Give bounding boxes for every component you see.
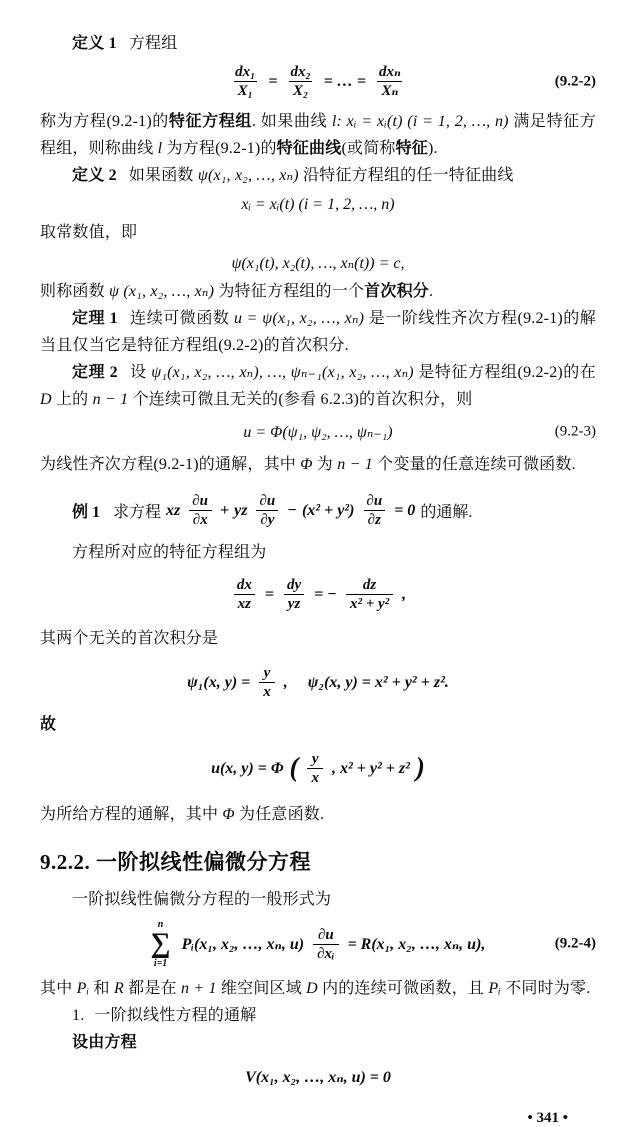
paragraph-therefore: 故 [40, 716, 57, 733]
denominator: X₁ [234, 81, 257, 100]
numerator: dy [286, 577, 302, 593]
denominator: ∂z [364, 510, 385, 529]
text-run: 为特征方程组的一个 [214, 283, 365, 300]
denominator: ∂x [189, 510, 212, 529]
equals-zero: = 0 [394, 501, 416, 519]
math-run-u-psi: u = ψ(x₁, x₂, …, xₙ) [233, 310, 365, 327]
paragraph-example-1 [72, 492, 596, 529]
paragraph-solution-note [40, 801, 596, 828]
equals-minus: = − [314, 585, 337, 603]
numerator: dx₂ [290, 64, 311, 80]
text-run: . [428, 283, 434, 300]
equation-tag-9-2-3: (9.2-3) [554, 423, 596, 440]
math-run-n-plus-1: n + 1 [180, 980, 217, 997]
denominator: xz [234, 594, 255, 613]
text-run: 设 [129, 364, 152, 381]
paragraph-constant-value: 取常数值，即 [40, 224, 138, 241]
text-run: 为 [312, 456, 338, 473]
denominator: ∂xᵢ [313, 944, 338, 963]
denominator: X₂ [289, 81, 312, 100]
comma: , [402, 585, 407, 603]
math-run-xz: xz [166, 501, 181, 519]
fraction-du-dx [188, 492, 212, 529]
equation-9-2-2 [40, 63, 596, 100]
fraction-du-dz [362, 492, 386, 529]
paragraph-corresponding-system: 方程所对应的特征方程组为 [72, 544, 267, 561]
numerator: ∂u [317, 926, 334, 943]
text-run: 如果函数 [128, 167, 198, 184]
equation-xi-t: xᵢ = xᵢ(t) (i = 1, 2, …, n) [241, 196, 395, 213]
math-run-D: D [40, 391, 52, 408]
bold-term-characteristic: 特征 [395, 140, 429, 157]
paragraph-first-integral [40, 278, 596, 305]
math-run-R: R [113, 980, 124, 997]
denominator: yz [284, 594, 305, 613]
numerator: dx [236, 577, 252, 593]
math-run-curve-l: l: xᵢ = xᵢ(t) (i = 1, 2, …, n) [331, 113, 509, 130]
text-run: 是一阶线性齐次方程(9.2-1)的解当且仅当它是特征方程组(9.2-2)的首次积分. [40, 310, 597, 354]
text-run: 为任意函数. [234, 806, 325, 823]
math-run-psi-list: ψ₁(x₁, x₂, …, xₙ), …, ψₙ₋₁(x₁, x₂, …, xₙ) [151, 364, 414, 381]
math-run-Phi: Φ [222, 806, 235, 823]
numerator: dx₁ [235, 64, 256, 80]
fraction-dz-x2y2 [346, 576, 393, 613]
fraction-dy-yz [283, 576, 305, 613]
math-run-args: , x² + y² + z² [331, 759, 410, 777]
text-run: 连续可微函数 [129, 310, 234, 327]
math-run-psi: ψ(x₁, x₂, …, xₙ) [197, 167, 299, 184]
paragraph-definition-1 [40, 30, 596, 57]
text-run: 个变量的任意连续可微函数. [372, 456, 576, 473]
section-heading-9-2-2: 9.2.2. 一阶拟线性偏微分方程 [40, 850, 311, 874]
theorem-2-label: 定理 2 [72, 364, 118, 381]
equation-tag-9-2-2: (9.2-2) [554, 73, 596, 89]
paragraph-subsection-1 [40, 1002, 596, 1029]
denominator: x [307, 768, 323, 787]
text-run: 维空间区域 [216, 980, 307, 997]
comma: , [283, 673, 288, 691]
equation-V-zero: V(x₁, x₂, …, xₙ, u) = 0 [245, 1069, 391, 1086]
text-run: 沿特征方程组的任一特征曲线 [298, 167, 514, 184]
equation-9-2-3 [40, 417, 596, 447]
math-run-psi2: ψ₂(x, y) = x² + y² + z². [307, 673, 449, 691]
text-run: 则称函数 [40, 283, 110, 300]
text-run: 不同时为零. [501, 980, 591, 997]
text-run: 和 [89, 980, 114, 997]
numerator: dz [362, 577, 377, 593]
summation-lower-limit: i=1 [153, 958, 168, 969]
fraction-y-x [259, 664, 275, 701]
summation-symbol [151, 919, 171, 969]
fraction-dx-xz [233, 576, 256, 613]
left-parenthesis: ( [289, 752, 299, 782]
math-run-n-minus-1: n − 1 [92, 391, 129, 408]
fraction-du-dy [255, 492, 279, 529]
math-run-psi1: ψ₁(x, y) = [187, 673, 251, 691]
math-run-yz: yz [234, 501, 248, 519]
bold-term-characteristic-curve: 特征曲线 [276, 140, 342, 157]
denominator: x [259, 682, 275, 701]
denominator: Xₙ [377, 81, 402, 100]
numerator: ∂u [366, 493, 383, 509]
equation-9-2-4 [40, 919, 596, 969]
minus-sign: − [287, 501, 297, 519]
math-run-Phi: Φ [300, 456, 313, 473]
equation-body: u = Φ(ψ₁, ψ₂, …, ψₙ₋₁) [243, 424, 393, 441]
fraction-dx1-X1 [231, 63, 259, 100]
fraction-dx2-X2 [287, 63, 315, 100]
equals-sign: = [264, 585, 274, 603]
text-run: 其中 [40, 980, 77, 997]
math-run-psi-args: ψ (x₁, x₂, …, xₙ) [109, 283, 215, 300]
paragraph-conditions [40, 975, 596, 1002]
definition-1-text: 方程组 [128, 35, 178, 52]
paragraph-characteristic-system [40, 108, 596, 162]
text-run: 内的连续可微函数，且 [317, 980, 489, 997]
text-run: 称为方程(9.2-1)的 [40, 113, 169, 130]
theorem-1-label: 定理 1 [72, 310, 118, 327]
math-run-x2-y2: (x² + y²) [301, 501, 355, 519]
math-run-l: l [157, 140, 163, 157]
text-run: 的通解. [420, 504, 473, 521]
text-run: 是特征方程组(9.2-2)的在 [413, 364, 596, 381]
text-run: 上的 [51, 391, 93, 408]
definition-1-label: 定义 1 [72, 35, 117, 52]
paragraph-definition-2 [40, 162, 596, 189]
paragraph-let-equation: 设由方程 [72, 1034, 137, 1051]
fraction-du-dxi [313, 926, 338, 963]
text-run: 满足特征方程组，则称曲线 [40, 113, 597, 157]
bold-term-characteristic-system: 特征方程组 [168, 113, 252, 130]
subsection-number: 1. [72, 1007, 85, 1024]
math-run-Pi: Pᵢ [488, 980, 502, 997]
page-number: • 341 • [527, 1110, 568, 1126]
right-parenthesis: ) [415, 752, 425, 782]
paragraph-two-integrals: 其两个无关的首次积分是 [40, 630, 219, 647]
equation-u-general-solution [40, 750, 596, 787]
math-run-Pi: Pᵢ(x₁, x₂, …, xₙ, u) [181, 936, 305, 953]
fraction-dxn-Xn [375, 63, 405, 100]
equals-ellipsis: = … = [323, 72, 366, 90]
text-run: (或简称 [341, 140, 396, 157]
math-run-Pi: Pᵢ [76, 980, 90, 997]
plus-sign: + [220, 501, 230, 519]
equation-first-integrals [40, 664, 596, 701]
math-run-D: D [306, 980, 318, 997]
text-run: 为线性齐次方程(9.2-1)的通解，其中 [40, 456, 301, 473]
text-run: 都是在 [123, 980, 181, 997]
definition-2-label: 定义 2 [72, 167, 117, 184]
paragraph-theorem-1 [40, 305, 596, 359]
example-1-label: 例 1 [72, 504, 101, 521]
denominator: x² + y² [346, 594, 393, 613]
denominator: ∂y [256, 510, 278, 529]
equation-tag-9-2-4: (9.2-4) [554, 935, 596, 952]
summation-upper-limit: n [157, 919, 164, 930]
text-run: 为所给方程的通解，其中 [40, 806, 223, 823]
numerator: y [311, 751, 319, 767]
math-run-n-minus-1: n − 1 [337, 456, 373, 473]
text-run: 个连续可微且无关的(参看 6.2.3)的首次积分，则 [128, 391, 473, 408]
equation-psi-c: ψ(x₁(t), x₂(t), …, xₙ(t)) = c, [231, 255, 405, 272]
paragraph-theorem-2 [40, 359, 596, 413]
subsection-title: 一阶拟线性方程的通解 [94, 1007, 257, 1024]
text-run: ). [428, 140, 438, 157]
equals-sign: = [268, 72, 278, 90]
bold-term-first-integral: 首次积分 [364, 283, 429, 300]
paragraph-general-solution [40, 451, 596, 478]
math-run-u-Phi: u(x, y) = Φ [211, 759, 284, 777]
text-run: 为方程(9.2-1)的 [162, 140, 277, 157]
fraction-y-x [307, 750, 323, 787]
text-run: . 如果曲线 [251, 113, 332, 130]
numerator: y [263, 665, 271, 681]
math-run-R: = R(x₁, x₂, …, xₙ, u), [347, 936, 486, 953]
equation-characteristic-example [40, 576, 596, 613]
paragraph-general-form-intro: 一阶拟线性偏微分方程的一般形式为 [72, 891, 332, 908]
numerator: ∂u [259, 493, 276, 509]
numerator: dxₙ [378, 64, 401, 80]
sigma-icon: ∑ [150, 928, 171, 959]
numerator: ∂u [192, 493, 209, 509]
text-run: 求方程 [113, 504, 162, 521]
